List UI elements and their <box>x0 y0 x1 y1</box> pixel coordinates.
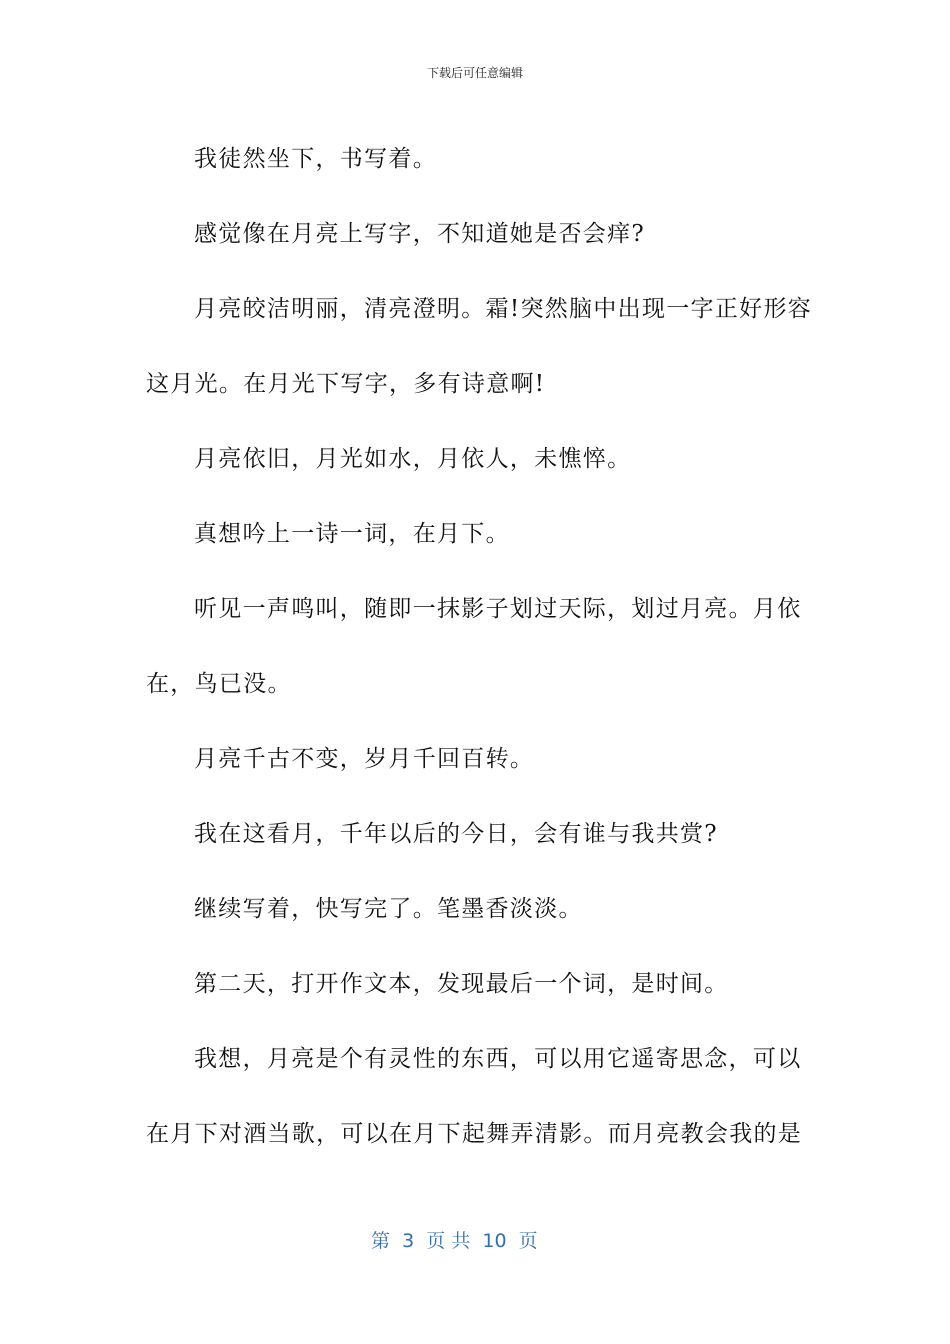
paragraph-line: 真想吟上一诗一词，在月下。 <box>194 521 510 547</box>
paragraph-line: 月亮依旧，月光如水，月依人，未憔悴。 <box>194 446 632 472</box>
paragraph-line: 在，鸟已没。 <box>146 671 292 697</box>
paragraph-line: 在月下对酒当歌，可以在月下起舞弄清影。而月亮教会我的是 <box>146 1121 803 1147</box>
paragraph-line: 这月光。在月光下写字，多有诗意啊! <box>146 371 546 397</box>
paragraph-line: 月亮皎洁明丽，清亮澄明。霜!突然脑中出现一字正好形容 <box>194 296 813 322</box>
paragraph-line: 感觉像在月亮上写字，不知道她是否会痒? <box>194 221 646 247</box>
paragraph-line: 我徒然坐下，书写着。 <box>194 146 437 172</box>
paragraph-line: 我在这看月，千年以后的今日，会有谁与我共赏? <box>194 821 718 847</box>
paragraph-line: 我想，月亮是个有灵性的东西，可以用它遥寄思念，可以 <box>194 1046 802 1072</box>
paragraph-line: 第二天，打开作文本，发现最后一个词，是时间。 <box>194 971 729 997</box>
page-header-note: 下载后可任意编辑 <box>426 66 523 80</box>
paragraph-line: 听见一声鸣叫，随即一抹影子划过天际，划过月亮。月依 <box>194 596 802 622</box>
paragraph-line: 继续写着，快写完了。笔墨香淡淡。 <box>194 896 583 922</box>
document-body <box>146 122 813 1172</box>
paragraph-line: 月亮千古不变，岁月千回百转。 <box>194 746 535 772</box>
page-number-footer: 第 3 页 共 10 页 <box>371 1230 538 1252</box>
